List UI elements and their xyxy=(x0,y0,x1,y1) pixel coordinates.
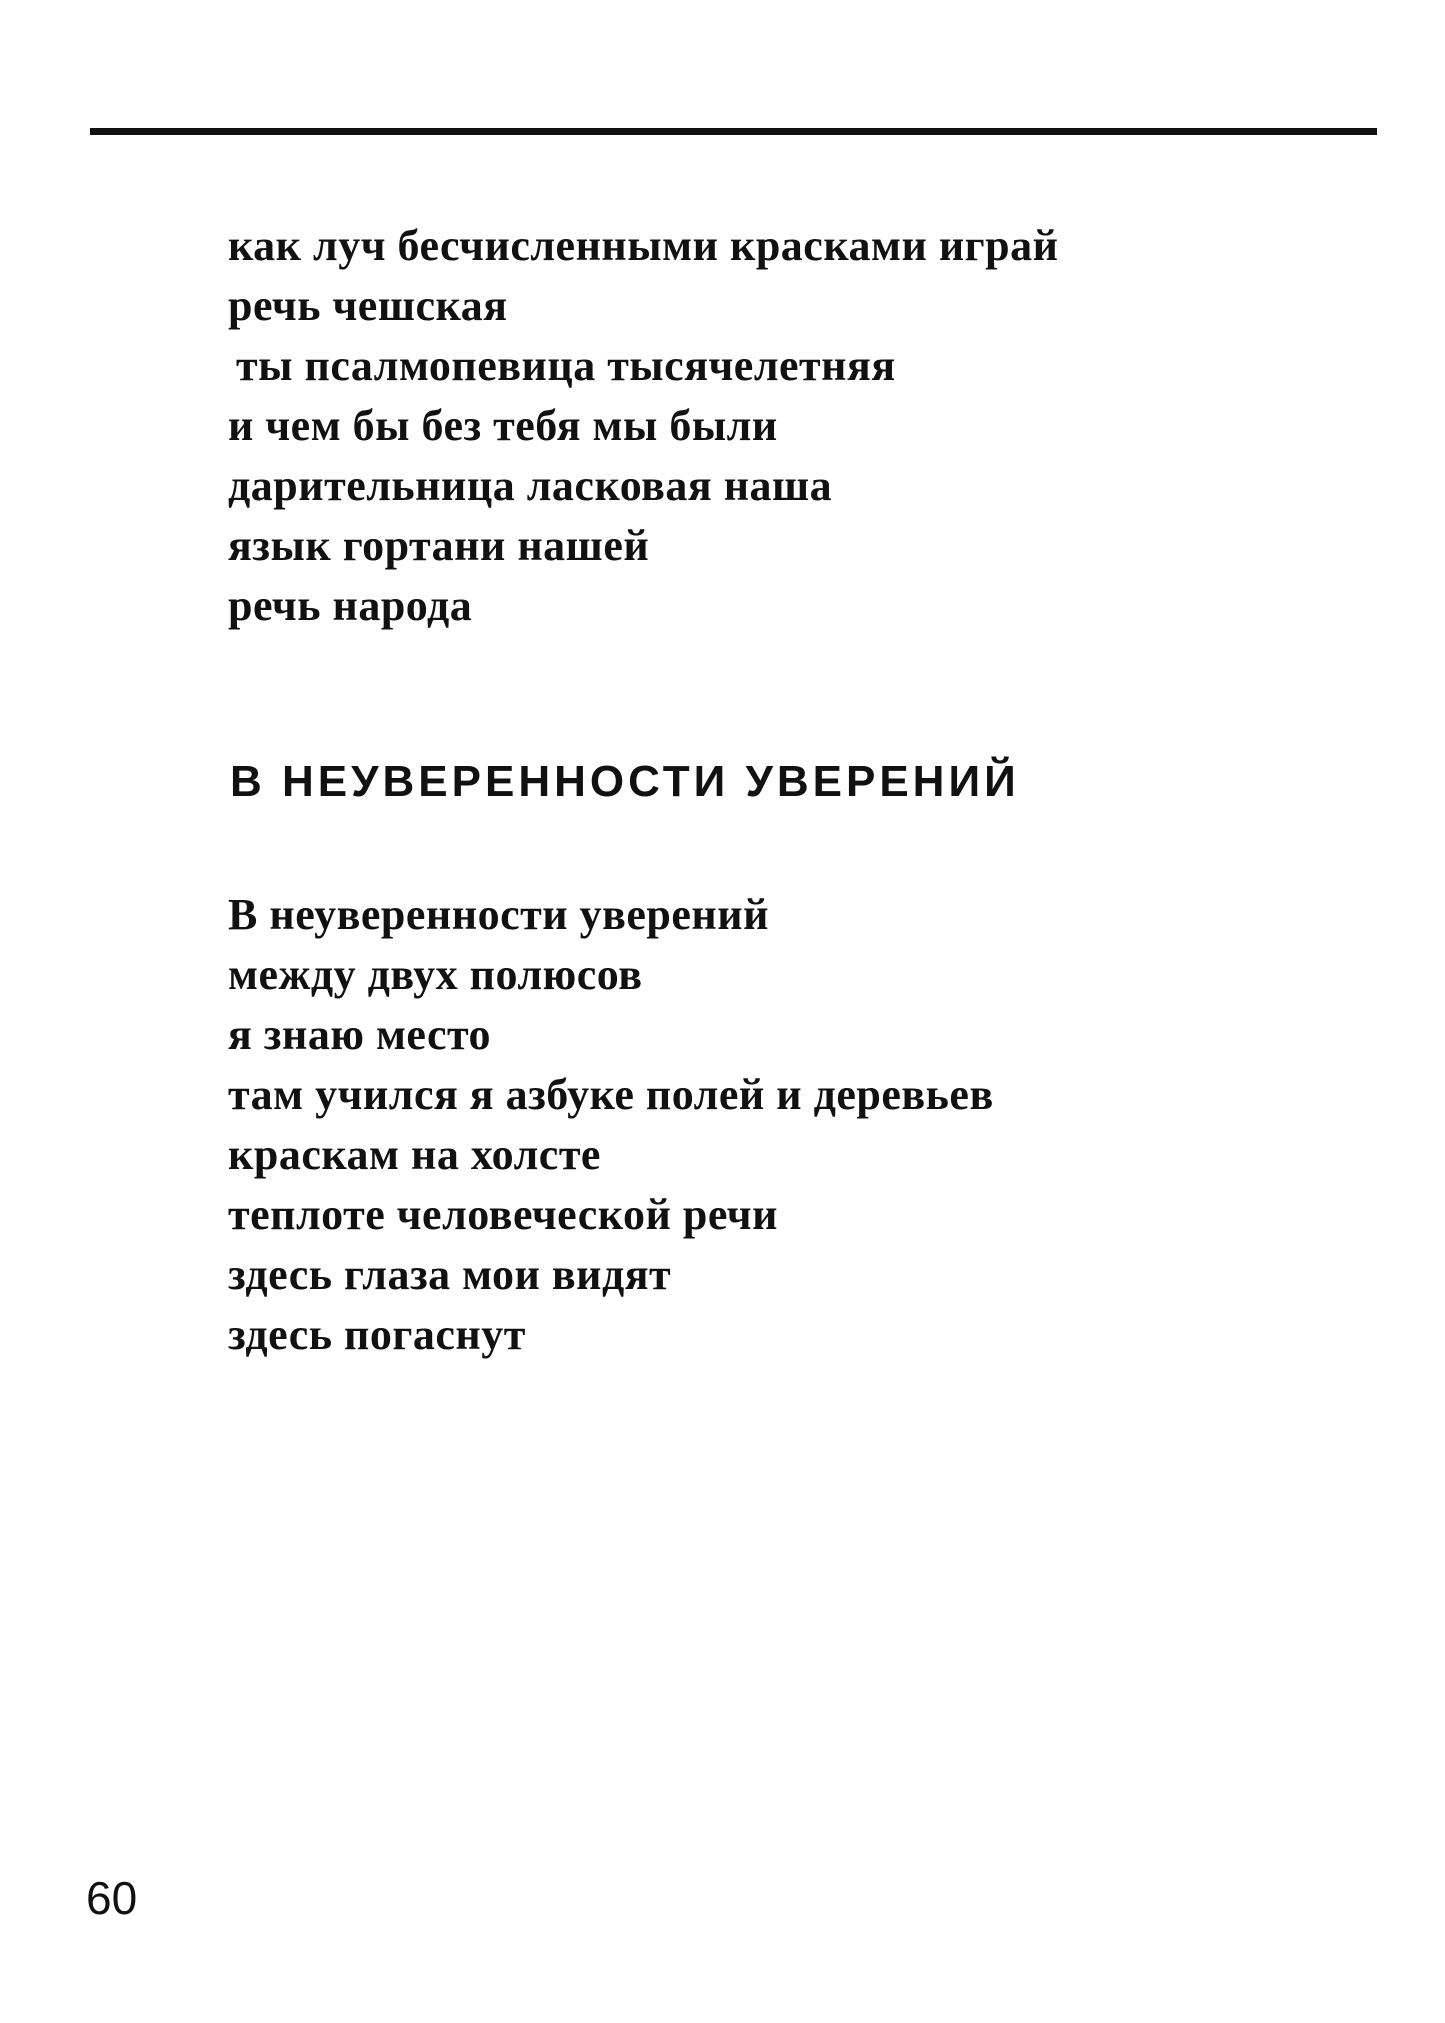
poem-line: я знаю место xyxy=(228,1010,492,1059)
poem-line: здесь погаснут xyxy=(228,1310,526,1359)
poem-line: краскам на холсте xyxy=(228,1130,601,1179)
poem-line: там учился я азбуке полей и деревьев xyxy=(228,1070,994,1119)
stanza-2 xyxy=(228,885,994,1365)
poem-line: язык гортани нашей xyxy=(228,521,650,570)
poem-title: В НЕУВЕРЕННОСТИ УВЕРЕНИЙ xyxy=(230,757,1020,806)
poem-line: здесь глаза мои видят xyxy=(228,1250,672,1299)
poem-line: теплоте человеческой речи xyxy=(228,1190,778,1239)
poem-line: ты псалмопевица тысячелетняя xyxy=(236,341,896,390)
poem-line: между двух полюсов xyxy=(228,950,643,999)
top-rule xyxy=(90,128,1377,135)
poem-line: В неуверенности уверений xyxy=(228,890,769,939)
page-number: 60 xyxy=(86,1872,138,1924)
poem-line: дарительница ласковая наша xyxy=(228,461,833,510)
poem-line: и чем бы без тебя мы были xyxy=(228,401,778,450)
poem-line: как луч бесчисленными красками играй xyxy=(228,221,1059,270)
poem-line: речь чешская xyxy=(228,281,508,330)
stanza-1 xyxy=(228,216,1058,636)
poem-line: речь народа xyxy=(228,581,473,630)
